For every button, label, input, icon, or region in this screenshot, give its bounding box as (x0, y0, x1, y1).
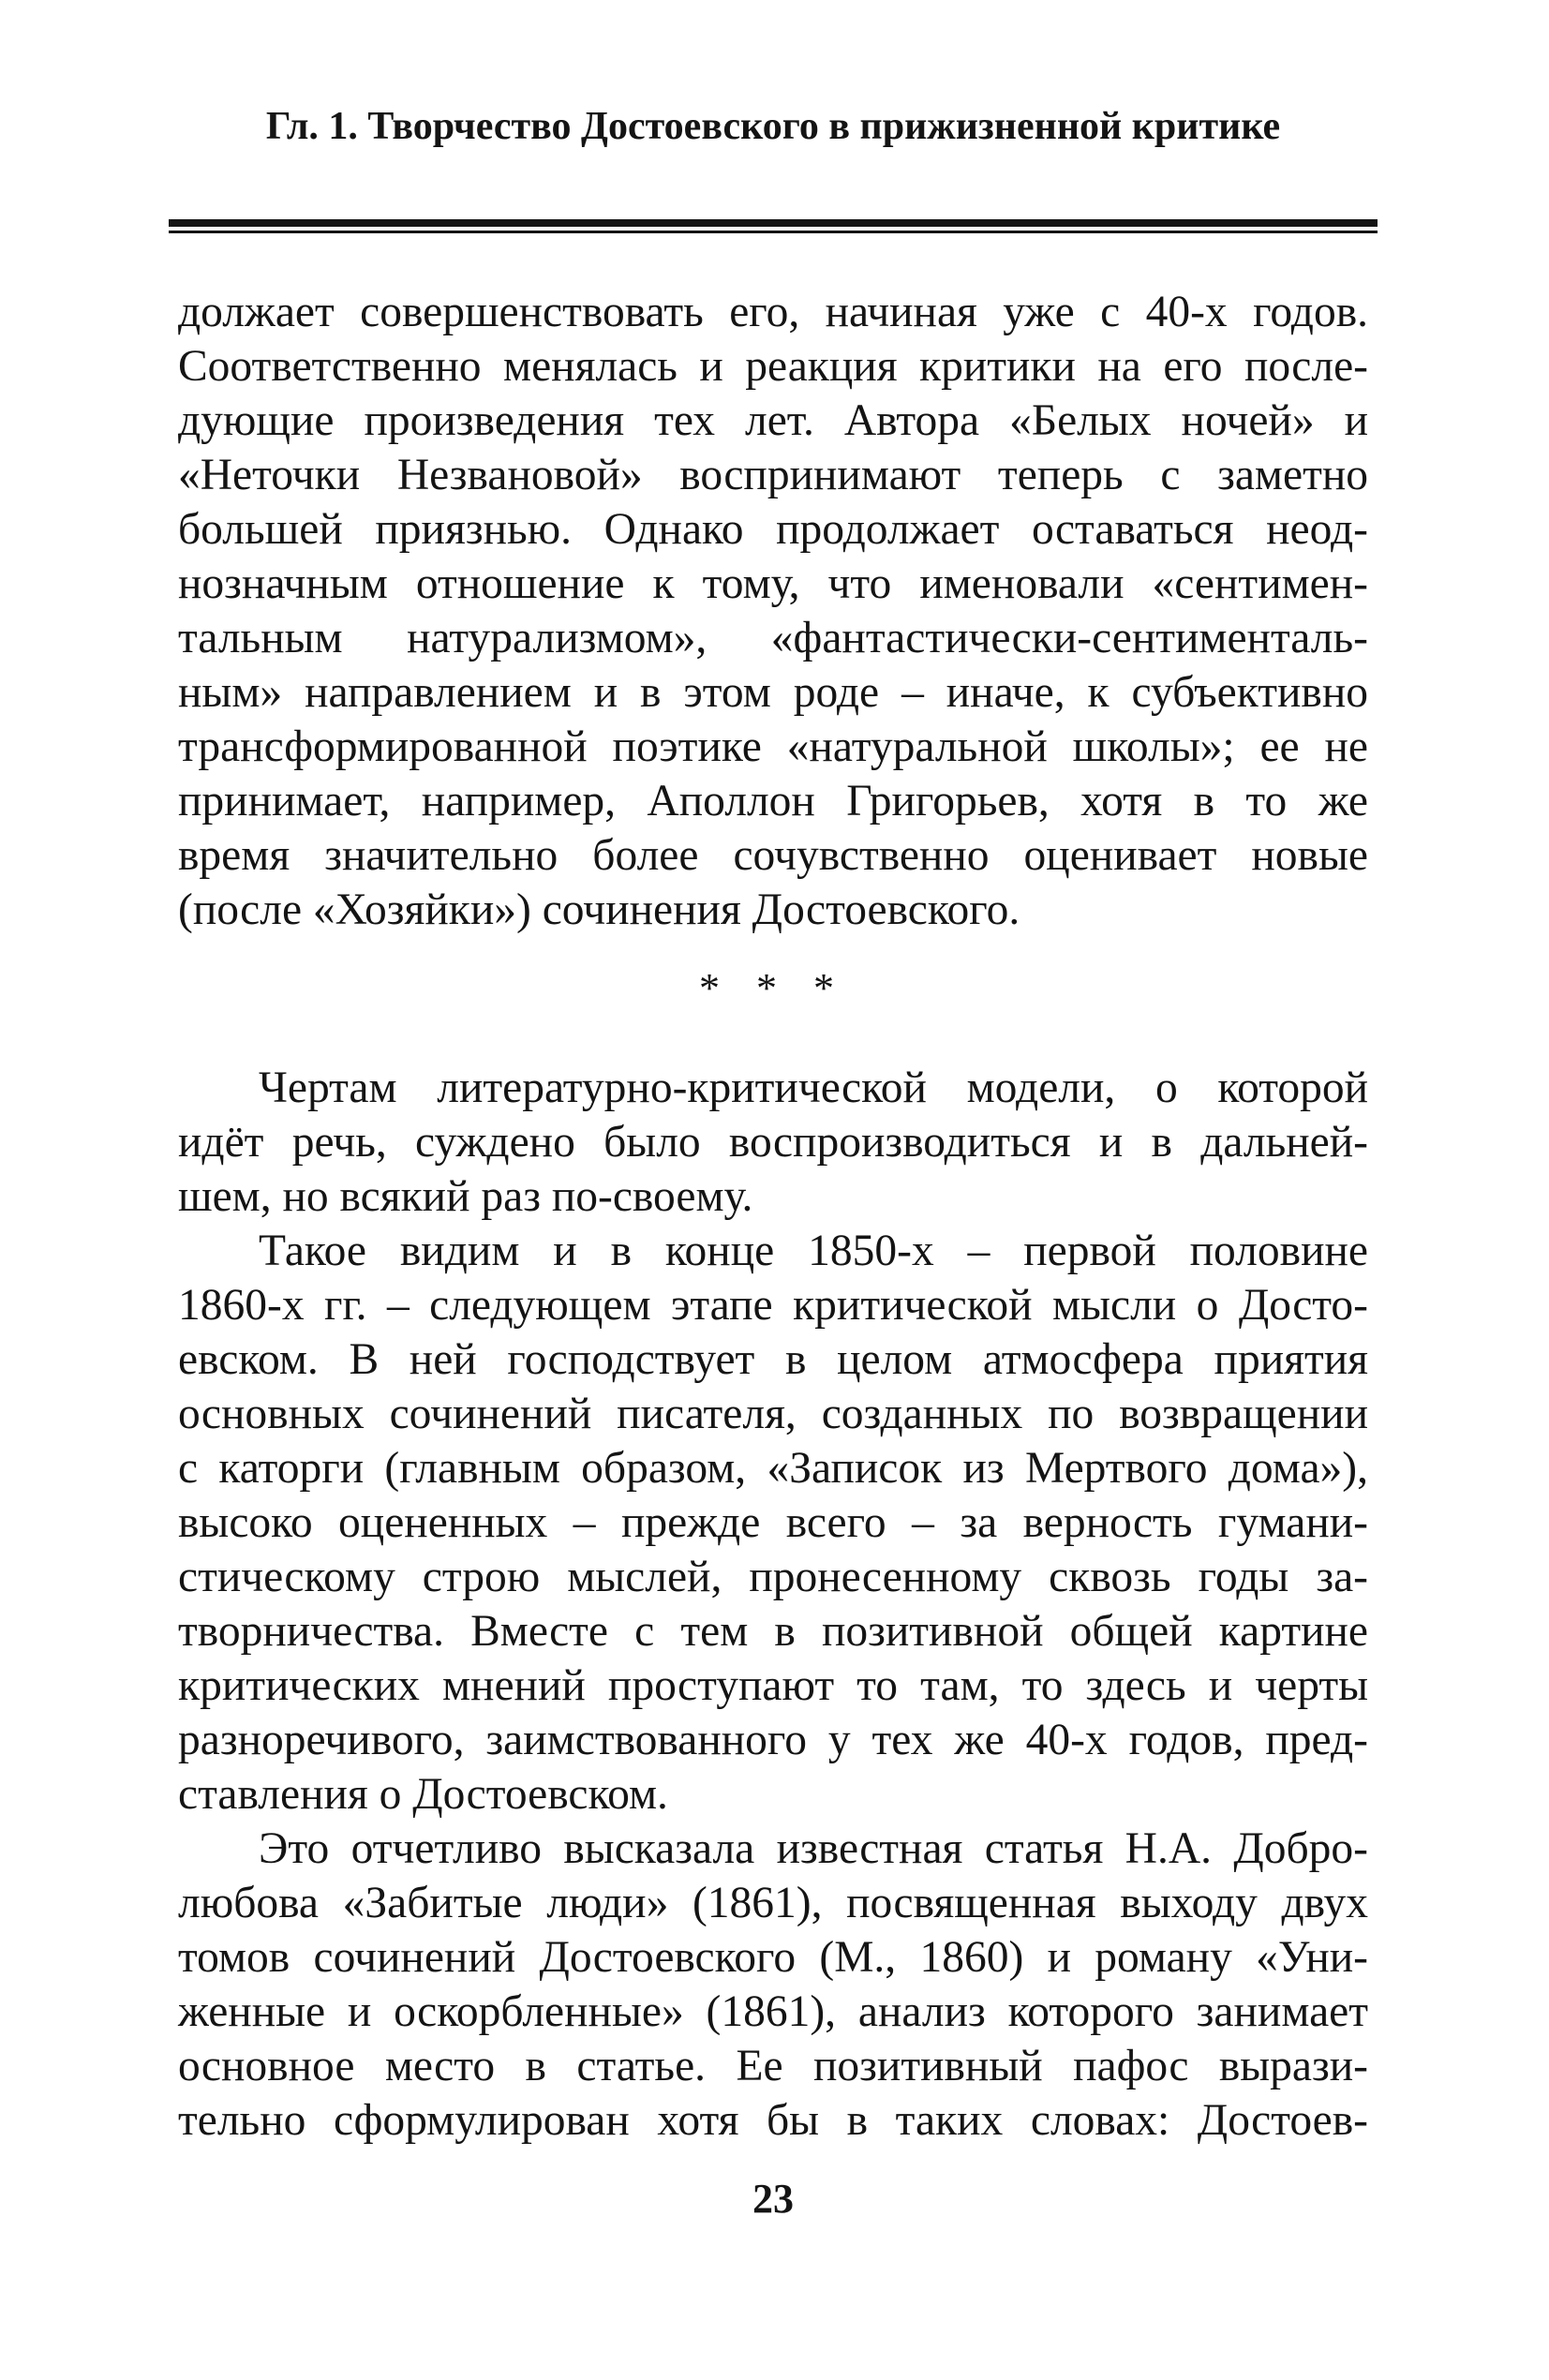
page-number: 23 (752, 2176, 794, 2222)
text-line: дующие произведения тех лет. Автора «Белых ночей» и (178, 396, 1368, 445)
text-line: евском. В ней господствует в целом атмосфера приятия (178, 1335, 1368, 1384)
text-line: Чертам литературно-критической модели, о которой (259, 1064, 1368, 1112)
text-line: стическому строю мыслей, пронесенному сквозь годы за- (178, 1553, 1368, 1601)
header-rule-thick (169, 219, 1378, 227)
text-line: высоко оцененных – прежде всего – за верность гумани- (178, 1498, 1368, 1547)
text-line: любова «Забитые люди» (1861), посвященная выходу двух (178, 1879, 1368, 1927)
text-line: разноречивого, заимствованного у тех же 40-х годов, пред- (178, 1716, 1368, 1764)
text-line: большей приязнью. Однако продолжает оставаться неод- (178, 505, 1368, 554)
text-line: тельно сформулирован хотя бы в таких словах: Достоев- (178, 2096, 1368, 2145)
text-line: должает совершенствовать его, начиная уже с 40-х годов. (178, 288, 1368, 336)
text-line: с каторги (главным образом, «Записок из Мертвого дома»), (178, 1444, 1368, 1493)
text-line: тальным натурализмом», «фантастически-сентименталь- (178, 614, 1368, 662)
text-line: идёт речь, суждено было воспроизводиться и в дальней- (178, 1118, 1368, 1167)
text-line: (после «Хозяйки») сочинения Достоевского. (178, 885, 1020, 934)
section-break: * * * (699, 965, 847, 1011)
text-line: время значительно более сочувственно оценивает новые (178, 831, 1368, 880)
paragraph-3 (178, 1224, 1368, 1822)
text-line: женные и оскорбленные» (1861), анализ которого занимает (178, 1987, 1368, 2036)
text-line: ставления о Достоевском. (178, 1770, 668, 1819)
text-line: Такое видим и в конце 1850-х – первой половине (259, 1227, 1368, 1275)
text-line: критических мнений проступают то там, то здесь и черты (178, 1661, 1368, 1710)
header-rule-thin (169, 231, 1378, 233)
text-line: Это отчетливо высказала известная статья Н.А. Добро- (259, 1824, 1368, 1873)
text-line: «Неточки Незвановой» воспринимают теперь с заметно (178, 451, 1368, 499)
running-header: Гл. 1. Творчество Достоевского в прижизненной критике (265, 105, 1281, 148)
paragraph-4 (178, 1822, 1368, 2148)
paragraph-2 (178, 1061, 1368, 1224)
text-line: Соответственно менялась и реакция критики на его после- (178, 342, 1368, 391)
text-line: творничества. Вместе с тем в позитивной общей картине (178, 1607, 1368, 1656)
paragraph-1 (178, 285, 1368, 937)
text-line: шем, но всякий раз по-своему. (178, 1172, 753, 1221)
text-line: 1860-х гг. – следующем этапе критической мысли о Досто- (178, 1281, 1368, 1330)
text-line: основное место в статье. Ее позитивный пафос вырази- (178, 2042, 1368, 2090)
text-line: принимает, например, Аполлон Григорьев, хотя в то же (178, 777, 1368, 826)
text-line: ным» направлением и в этом роде – иначе, к субъективно (178, 668, 1368, 717)
text-line: томов сочинений Достоевского (М., 1860) и роману «Уни- (178, 1933, 1368, 1982)
text-line: основных сочинений писателя, созданных по возвращении (178, 1390, 1368, 1438)
text-line: нозначным отношение к тому, что именовали «сентимен- (178, 559, 1368, 608)
text-line: трансформированной поэтике «натуральной школы»; ее не (178, 722, 1368, 771)
